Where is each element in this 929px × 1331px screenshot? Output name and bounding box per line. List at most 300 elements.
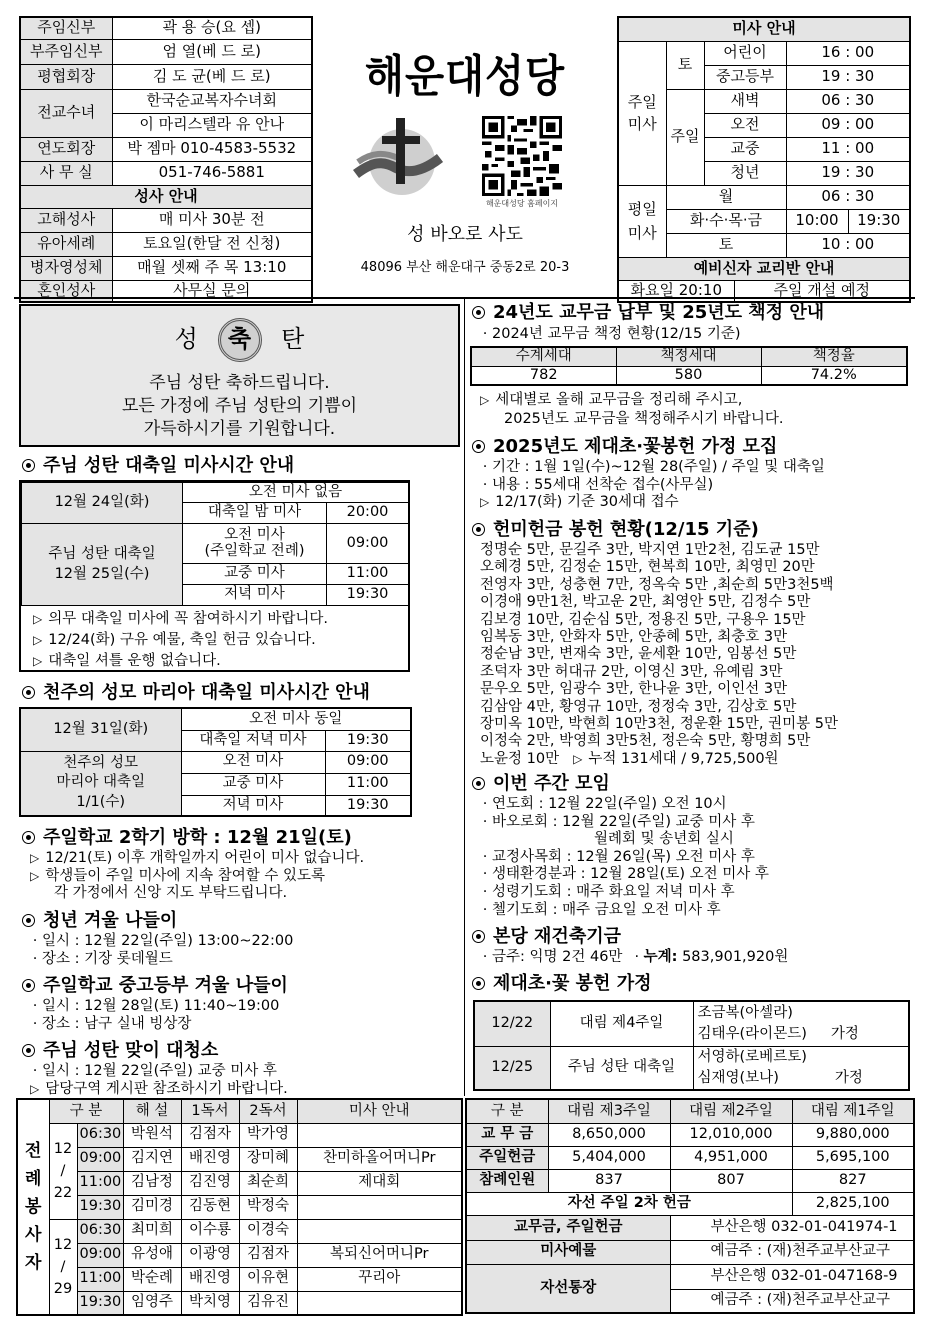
teens-heading-text: 주일학교 중고등부 겨울 나들이	[43, 975, 288, 996]
servers-name: 장미혜	[239, 1147, 297, 1171]
staff-role: 주임신부	[20, 17, 112, 39]
info-line	[478, 410, 783, 429]
info-text: 일시 : 12월 22일(주일) 13:00~22:00	[42, 933, 294, 949]
servers-side-char: 전	[25, 1141, 42, 1161]
staff-name: 박 젬마 010-4583-5532	[112, 137, 312, 161]
mass-cell: 교중 미사	[183, 564, 327, 585]
servers-col: 2독서	[239, 1099, 297, 1123]
servers-time: 06:30	[77, 1123, 123, 1147]
servers-name: 김남정	[123, 1171, 181, 1195]
servers-name: 김진영	[181, 1171, 239, 1195]
info-text: 연도회 : 12월 22일(주일) 오전 10시	[492, 796, 727, 812]
account-holder: 예금주 : (재)천주교부산교구	[670, 1240, 914, 1264]
servers-name: 이유현	[239, 1267, 297, 1291]
time-cell: 09:00	[327, 524, 409, 564]
finance-col: 구 분	[466, 1099, 548, 1123]
donation-line	[480, 629, 838, 646]
bullet-icon	[22, 831, 35, 844]
donation-line	[480, 577, 838, 594]
date-cell	[20, 751, 181, 816]
donation-line	[480, 559, 838, 576]
servers-name: 박가영	[239, 1123, 297, 1147]
youth-section	[22, 909, 293, 968]
servers-mass-note	[297, 1219, 462, 1243]
finance-val: 12,010,000	[670, 1123, 792, 1146]
bullet-icon	[472, 977, 485, 990]
cleaning-heading	[22, 1039, 288, 1063]
sacrament-value: 매 미사 30분 전	[112, 208, 312, 232]
church-logo	[352, 112, 448, 198]
altar-names	[693, 1046, 909, 1090]
tue-label: 화·수·목·금	[666, 209, 786, 233]
staff-name: 051-746-5881	[112, 161, 312, 185]
mass-name: 오전	[704, 113, 786, 137]
sacrament-role: 고해성사	[20, 208, 112, 232]
donation-heading-text: 헌미헌금 봉헌 현황(12/15 기준)	[493, 519, 759, 540]
info-text: 금주: 익명 2건 46만	[492, 949, 623, 965]
account-bank: 부산은행 032-01-041974-1	[670, 1215, 914, 1240]
donation-text: 장미옥 10만, 박현희 10만3천, 정운환 15만, 권미봉 5만	[480, 716, 839, 733]
donation-text: 정순남 3만, 변재숙 3만, 윤세환 10만, 임봉선 5만	[480, 646, 797, 663]
altar-name: 심재영(보나)	[697, 1069, 779, 1086]
servers-name: 최미희	[123, 1219, 181, 1243]
donation-line	[480, 681, 838, 698]
donation-text: 김삼암 4만, 황영규 10만, 정정숙 3만, 김상호 5만	[480, 698, 797, 715]
servers-date-part: 12	[53, 1236, 73, 1253]
servers-col: 해 설	[123, 1099, 181, 1123]
sun-label: 주일	[666, 89, 704, 185]
info-text: 12/17(화) 기준 30세대 접수	[495, 494, 679, 511]
dues-note	[478, 391, 783, 429]
donation-line	[480, 716, 838, 733]
mary-mass-heading-text: 천주의 성모 마리아 대축일 미사시간 안내	[43, 682, 370, 703]
servers-col: 구 분	[49, 1099, 123, 1123]
servers-side-char: 자	[25, 1253, 42, 1273]
servers-name: 김점자	[239, 1243, 297, 1267]
info-text: 장소 : 남구 실내 빙상장	[42, 1015, 192, 1032]
mass-cell: 오전 미사	[181, 751, 325, 773]
info-text: 12/21(토) 이후 개학일까지 어린이 미사 없습니다.	[45, 850, 365, 866]
staff-role: 부주임신부	[20, 39, 112, 64]
cleaning-section	[22, 1039, 288, 1098]
altar-fam: 가정	[834, 1069, 863, 1086]
sister-role: 전교수녀	[20, 89, 112, 137]
staff-name: 곽 용 승(요 셉)	[112, 17, 312, 39]
finance-table	[465, 1098, 915, 1314]
servers-mass-note: 찬미하올어머니Pr	[297, 1147, 462, 1171]
mass-time: 09 : 00	[786, 113, 910, 137]
bullet-icon	[472, 440, 485, 453]
sacrament-role: 유아세례	[20, 232, 112, 256]
servers-date-part: 29	[53, 1280, 73, 1297]
info-line: · 기간 : 1월 1일(수)~12월 28(주일) / 주일 및 대축일	[482, 459, 825, 475]
qr-caption: 해운대성당 홈페이지	[485, 199, 559, 208]
mass-name: 청년	[704, 161, 786, 185]
church-address: 48096 부산 해운대구 중동2로 20-3	[360, 260, 570, 275]
dues-heading-text: 24년도 교무금 납부 및 25년도 책정 안내	[493, 302, 825, 323]
servers-name: 최순희	[239, 1171, 297, 1195]
catechumen-note: 주일 개설 예정	[734, 280, 910, 302]
mass-time: 06 : 30	[786, 89, 910, 113]
servers-date-part: /	[60, 1163, 66, 1179]
servers-side	[17, 1099, 49, 1315]
servers-time: 09:00	[77, 1147, 123, 1171]
finance-val: 9,880,000	[792, 1123, 914, 1146]
dues-heading	[472, 301, 824, 325]
info-line: · 일시 : 12월 22일(주일) 13:00~22:00	[32, 933, 294, 949]
youth-heading-text: 청년 겨울 나들이	[43, 910, 178, 931]
servers-date	[49, 1123, 77, 1219]
donation-section	[472, 518, 838, 768]
weekday-mass-label-text: 평일 미사	[627, 200, 657, 242]
donation-text: 전영자 3만, 성충현 7만, 정옥숙 5만 ,최순희 5만3천5백	[480, 576, 834, 593]
sunday-mass-label	[618, 41, 666, 185]
dues-col: 책정세대	[616, 347, 761, 366]
servers-mass-note	[297, 1195, 462, 1219]
info-text: 583,901,920원	[682, 949, 789, 965]
finance-row-label: 참례인원	[466, 1169, 548, 1192]
mary-mass-table	[19, 707, 412, 817]
info-line: ▷ 세대별로 올해 교무금을 정리해 주시고,	[480, 392, 743, 408]
bullet-icon	[472, 930, 485, 943]
servers-col: 미사 안내	[297, 1099, 462, 1123]
teens-section	[22, 974, 288, 1033]
donation-text: 정명순 5만, 문길주 3만, 박지연 1만2천, 김도균 15만	[480, 542, 820, 558]
youth-heading	[22, 909, 293, 933]
time-cell: 19:30	[325, 795, 411, 816]
mass-cell: 대축일 밤 미사	[183, 503, 327, 524]
dues-val: 74.2%	[761, 366, 907, 385]
servers-name: 이경숙	[239, 1219, 297, 1243]
note-line: ▷ 대축일 셔틀 운행 없습니다.	[33, 653, 221, 669]
mass-name: 어린이	[704, 41, 786, 65]
finance-val: 8,650,000	[548, 1123, 670, 1146]
staff-role: 사 무 실	[20, 161, 112, 185]
finance-val: 5,404,000	[548, 1146, 670, 1169]
finance-val: 5,695,100	[792, 1146, 914, 1169]
servers-name: 박원석	[123, 1123, 181, 1147]
altar-event: 대림 제4주일	[550, 1001, 693, 1046]
dues-val: 782	[471, 366, 616, 385]
note-line: ▷ 의무 대축일 미사에 꼭 참여하시기 바랍니다.	[33, 611, 329, 627]
servers-date-part: 12	[53, 1141, 73, 1157]
altar-name-line	[698, 1068, 907, 1089]
altar-names	[693, 1001, 909, 1046]
donation-line	[480, 594, 838, 611]
sister-line: 한국순교복자수녀회	[112, 89, 312, 113]
note-text: 대축일 셔틀 운행 없습니다.	[48, 653, 221, 669]
donation-line	[480, 733, 838, 750]
building-heading-text: 본당 재건축기금	[493, 926, 621, 947]
tue-time: 10:00	[786, 209, 848, 233]
time-cell: 11:00	[327, 564, 409, 585]
sunday-school-heading	[22, 826, 364, 850]
bullet-icon	[472, 306, 485, 319]
bullet-icon	[22, 686, 35, 699]
date-line: 마리아 대축일	[56, 774, 146, 791]
date-cell: 12월 31일(화)	[20, 708, 181, 751]
sacrament-role: 혼인성사	[20, 280, 112, 302]
servers-side-char: 사	[25, 1225, 42, 1245]
info-line: · 바오로회 : 12월 22일(주일) 교중 미사 후	[482, 813, 755, 830]
altar-date: 12/22	[474, 1001, 550, 1046]
dues-table	[470, 346, 908, 386]
note-text: 의무 대축일 미사에 꼭 참여하시기 바랍니다.	[48, 611, 329, 627]
xmas-wreath	[218, 318, 262, 362]
staff-role: 평협회장	[20, 64, 112, 89]
info-line: · 연도회 : 12월 22일(주일) 오전 10시	[482, 796, 727, 812]
account-label: 미사예물	[466, 1240, 670, 1264]
time-cell: 19:30	[327, 585, 409, 606]
servers-name: 박순례	[123, 1267, 181, 1291]
staff-name: 김 도 균(베 드 로)	[112, 64, 312, 89]
sunday-mass-label-text: 주일 미사	[627, 92, 657, 133]
servers-name: 박치영	[181, 1291, 239, 1315]
servers-time: 11:00	[77, 1267, 123, 1291]
altar-date: 12/25	[474, 1046, 550, 1090]
info-text: 기간 : 1월 1일(수)~12월 28(주일) / 주일 및 대축일	[492, 459, 825, 475]
tue-time: 19:30	[848, 209, 910, 233]
altar-table	[473, 1000, 910, 1091]
servers-name: 김지연	[123, 1147, 181, 1171]
info-line: ▷ 12/21(토) 이후 개학일까지 어린이 미사 없습니다.	[30, 850, 365, 866]
mon-time: 06 : 30	[786, 185, 910, 209]
mass-name: 새벽	[704, 89, 786, 113]
info-text: 교정사목회 : 12월 26일(목) 오전 미사 후	[492, 848, 755, 865]
servers-name: 임영주	[123, 1291, 181, 1315]
xmas-mass-box	[19, 480, 410, 672]
donation-text: 이정숙 2만, 박영희 3만5천, 정은숙 5만, 황명희 5만	[480, 733, 811, 750]
altar-event: 주님 성탄 대축일	[550, 1046, 693, 1090]
mass-time: 16 : 00	[786, 41, 910, 65]
donation-line	[480, 664, 838, 681]
servers-col: 1독서	[181, 1099, 239, 1123]
date-cell	[22, 524, 183, 606]
column-divider	[464, 299, 465, 1096]
xmas-title-mid: 축	[227, 325, 252, 353]
info-line: · 금주: 익명 2건 46만 · 누계: 583,901,920원	[482, 949, 789, 965]
info-line: · 장소 : 남구 실내 빙상장	[32, 1015, 192, 1032]
servers-side-char: 례	[25, 1169, 42, 1189]
donation-text: 김보경 10만, 김순심 5만, 정용진 5만, 구용우 15만	[480, 611, 806, 628]
servers-name: 배진영	[181, 1147, 239, 1171]
servers-mass-note	[297, 1291, 462, 1315]
catechumen-time: 화요일 20:10	[618, 280, 734, 302]
meetings-heading	[472, 772, 769, 796]
servers-mass-note: 꾸리아	[297, 1267, 462, 1291]
donation-line	[480, 699, 838, 716]
xmas-greeting-box	[19, 304, 460, 447]
mary-mass-heading	[22, 681, 370, 705]
info-text: 2024년 교무금 책정 현황(12/15 기준)	[492, 326, 741, 342]
mass-title: 미사 안내	[618, 17, 910, 41]
info-line: · 첼기도회 : 매주 금요일 오전 미사 후	[482, 901, 721, 918]
account-label: 교무금, 주일헌금	[466, 1215, 670, 1240]
mass-line: (주일학교 전례)	[204, 542, 305, 559]
sat-label: 토	[666, 41, 704, 89]
mass-line: 오전 미사	[224, 527, 285, 544]
servers-time: 11:00	[77, 1171, 123, 1195]
servers-mass-note	[297, 1123, 462, 1147]
bullet-icon	[22, 914, 35, 927]
mon-label: 월	[666, 185, 786, 209]
sunday-school-heading-text: 주일학교 2학기 방학 : 12월 21일(토)	[43, 827, 352, 848]
mass-time: 19 : 30	[786, 65, 910, 89]
info-text: 성령기도회 : 매주 화요일 저녁 미사 후	[492, 883, 735, 900]
altar-heading-text: 제대초·꽃 봉헌 가정	[493, 973, 652, 994]
finance-val: 4,951,000	[670, 1146, 792, 1169]
finance-val: 837	[548, 1169, 670, 1192]
building-heading	[472, 925, 788, 949]
donation-text: 오혜경 5만, 김정순 15만, 현복희 10만, 최영민 20만	[480, 559, 815, 576]
info-text: 2025년도 교무금을 책정해주시기 바랍니다.	[504, 411, 784, 427]
cleaning-heading-text: 주님 성탄 맞이 대청소	[43, 1040, 219, 1061]
bullet-icon	[472, 523, 485, 536]
info-line: · 일시 : 12월 22일(주일) 교중 미사 후	[32, 1063, 277, 1079]
donation-text: 문우오 5만, 임광수 3만, 한나윤 3만, 이인선 3만	[480, 681, 788, 698]
servers-time: 19:30	[77, 1291, 123, 1315]
finance-col: 대림 제1주일	[792, 1099, 914, 1123]
donation-heading	[472, 518, 838, 542]
mass-cell: 대축일 저녁 미사	[181, 730, 325, 751]
staff-table	[19, 16, 313, 303]
donation-total: 누적 131세대 / 9,725,500원	[588, 750, 779, 767]
date-line: 1/1(수)	[76, 794, 126, 811]
altar-name: 김태우(라이몬드)	[697, 1025, 807, 1042]
servers-name: 이광영	[181, 1243, 239, 1267]
info-line	[22, 885, 364, 903]
donation-list	[472, 542, 838, 768]
info-line: ▷ 담당구역 게시판 참조하시기 바랍니다.	[30, 1080, 288, 1097]
dues-col: 책정율	[761, 347, 907, 366]
servers-mass-note: 복되신어머니Pr	[297, 1243, 462, 1267]
info-line: ▷ 학생들이 주일 미사에 지속 참여할 수 있도록	[30, 867, 326, 884]
info-text: 일시 : 12월 22일(주일) 교중 미사 후	[42, 1063, 277, 1079]
servers-date-part: 22	[53, 1185, 73, 1201]
meetings-heading-text: 이번 주간 모임	[493, 773, 610, 794]
mass-cell: 저녁 미사	[183, 585, 327, 606]
time-cell: 09:00	[325, 751, 411, 773]
info-line: · 장소 : 기장 롯데월드	[32, 950, 173, 967]
servers-mass-note: 제대회	[297, 1171, 462, 1195]
mass-table	[617, 16, 911, 303]
info-text: 첼기도회 : 매주 금요일 오전 미사 후	[492, 901, 721, 918]
servers-name: 김동현	[181, 1195, 239, 1219]
info-line: · 일시 : 12월 28일(토) 11:40~19:00	[32, 998, 280, 1014]
arrow-icon: ▷	[573, 751, 583, 766]
servers-name: 박정숙	[239, 1195, 297, 1219]
servers-date-part: /	[60, 1258, 66, 1275]
mass-cell: 교중 미사	[181, 773, 325, 795]
note-text: 12/24(화) 구유 예물, 축일 헌금 있습니다.	[48, 632, 316, 648]
account-holder: 예금주 : (재)천주교부산교구	[670, 1289, 914, 1313]
mass-time: 19 : 30	[786, 161, 910, 185]
building-section	[472, 925, 788, 967]
finance-val: 807	[670, 1169, 792, 1192]
info-line	[472, 831, 769, 849]
date-line: 주님 성탄 대축일	[48, 546, 156, 563]
xmas-title	[21, 318, 458, 362]
bullet-icon	[22, 1044, 35, 1057]
flowers-section	[472, 435, 825, 512]
dues-col: 수계세대	[471, 347, 616, 366]
altar-fam: 가정	[830, 1025, 859, 1042]
servers-name: 배진영	[181, 1267, 239, 1291]
finance-col: 대림 제2주일	[670, 1099, 792, 1123]
altar-name-line	[698, 1024, 907, 1045]
xmas-line: 가득하시기를 기원합니다.	[143, 419, 336, 439]
sister-line: 이 마리스텔라 유 안나	[112, 113, 312, 137]
finance-row-label: 주일헌금	[466, 1146, 548, 1169]
info-text: 각 가정에서 신앙 지도 부탁드립니다.	[54, 885, 288, 902]
note-line: ▷ 12/24(화) 구유 예물, 축일 헌금 있습니다.	[33, 632, 316, 648]
flowers-heading	[472, 435, 825, 459]
dues-val: 580	[616, 366, 761, 385]
info-text: 학생들이 주일 미사에 지속 참여할 수 있도록	[45, 867, 326, 884]
donation-text: 노윤정 10만	[480, 750, 560, 767]
time-cell: 20:00	[327, 503, 409, 524]
info-line: · 교정사목회 : 12월 26일(목) 오전 미사 후	[482, 848, 755, 865]
servers-name: 김유진	[239, 1291, 297, 1315]
servers-date	[49, 1219, 77, 1315]
servers-time: 06:30	[77, 1219, 123, 1243]
time-cell: 19:30	[325, 730, 411, 751]
xmas-line: 모든 가정에 주님 성탄의 기쁨이	[121, 396, 358, 416]
catechumen-title: 예비신자 교리반 안내	[618, 257, 910, 280]
sacrament-value: 매월 셋째 주 목 13:10	[112, 256, 312, 280]
date-line: 천주의 성모	[63, 754, 139, 771]
bullet-icon	[22, 979, 35, 992]
donation-text: 임복동 3만, 안화자 5만, 안종혜 5만, 최충호 3만	[480, 629, 788, 646]
staff-name: 엄 열(베 드 로)	[112, 39, 312, 64]
second-collection-label: 자선 주일 2차 헌금	[466, 1192, 792, 1215]
info-text: 월례회 및 송년회 실시	[594, 831, 734, 848]
info-text: 바오로회 : 12월 22일(주일) 교중 미사 후	[492, 813, 755, 830]
info-line: · 2024년 교무금 책정 현황(12/15 기준)	[482, 326, 741, 342]
mass-time: 11 : 00	[786, 137, 910, 161]
sacrament-role: 병자영성체	[20, 256, 112, 280]
flowers-heading-text: 2025년도 제대초·꽃봉헌 가정 모집	[493, 436, 778, 457]
info-text: 내용 : 55세대 선착순 접수(사무실)	[492, 476, 714, 493]
account-bank: 부산은행 032-01-047168-9	[670, 1264, 914, 1289]
sunday-school-section	[22, 826, 364, 903]
xmas-message	[21, 372, 458, 441]
xmas-title-b: 탄	[281, 325, 305, 353]
servers-time: 19:30	[77, 1195, 123, 1219]
mass-cell	[183, 524, 327, 564]
xmas-mass-table	[21, 482, 409, 606]
servers-side-char: 봉	[25, 1197, 42, 1217]
finance-val: 827	[792, 1169, 914, 1192]
info-line: · 성령기도회 : 매주 화요일 저녁 미사 후	[482, 883, 735, 900]
info-text: 담당구역 게시판 참조하시기 바랍니다.	[45, 1080, 288, 1097]
info-text: 세대별로 올해 교무금을 정리해 주시고,	[495, 392, 743, 408]
church-name: 해운대성당	[364, 51, 566, 102]
info-line: · 내용 : 55세대 선착순 접수(사무실)	[482, 476, 714, 493]
mass-name: 중고등부	[704, 65, 786, 89]
mass-cell: 오전 미사 없음	[183, 483, 409, 503]
servers-time: 09:00	[77, 1243, 123, 1267]
altar-heading	[472, 972, 651, 996]
donation-line	[480, 646, 838, 663]
donation-line	[480, 751, 838, 768]
xmas-mass-heading-text: 주님 성탄 대축일 미사시간 안내	[43, 455, 295, 476]
servers-name: 김점자	[181, 1123, 239, 1147]
time-cell: 11:00	[325, 773, 411, 795]
servers-name: 김미경	[123, 1195, 181, 1219]
info-text: 일시 : 12월 28일(토) 11:40~19:00	[42, 998, 280, 1014]
servers-name: 유성애	[123, 1243, 181, 1267]
